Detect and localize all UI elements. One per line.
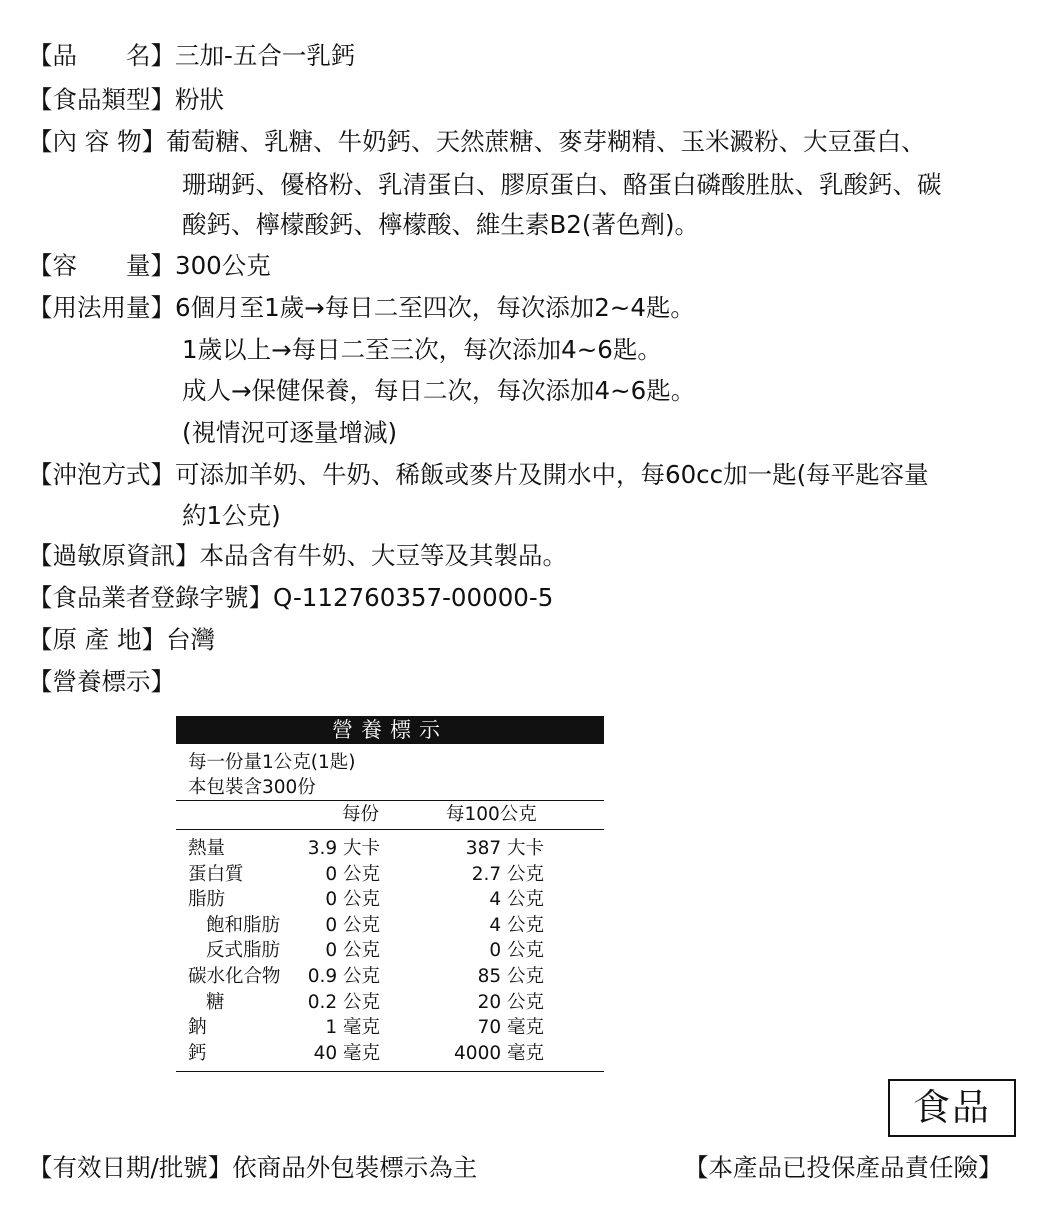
nutrition-serving-info: [176, 744, 604, 800]
food-badge: 食品: [888, 1079, 1016, 1137]
capacity-value: 300公克: [175, 251, 271, 280]
nutrient-name: 碳水化合物: [188, 965, 281, 987]
usage-row: [28, 287, 695, 329]
nutrient-per-serving: 0.9 公克: [307, 965, 380, 987]
nutrient-name: 鈉: [188, 1017, 207, 1039]
nutrition-row: [176, 887, 604, 913]
product-name-label: 【品 名】: [28, 41, 175, 70]
insurance-note: 【本產品已投保產品責任險】: [684, 1153, 1003, 1182]
ingredients-line-1: 葡萄糖、乳糖、牛奶鈣、天然蔗糖、麥芽糊精、玉米澱粉、大豆蛋白、: [166, 127, 926, 156]
nutrition-row: [176, 1015, 604, 1041]
brewing-line-1: 可添加羊奶、牛奶、稀飯或麥片及開水中，每60cc加一匙(每平匙容量: [175, 460, 929, 489]
nutrition-row: [176, 836, 604, 862]
nutrient-per-100g: 4 公克: [489, 914, 544, 936]
nutrient-name: 蛋白質: [188, 863, 244, 885]
allergen-value: 本品含有牛奶、大豆等及其製品。: [199, 541, 567, 570]
column-per-100g: 每100公克: [446, 804, 537, 825]
servings-per-pack: 本包裝含300份: [188, 777, 316, 798]
nutrient-per-serving: 3.9 大卡: [307, 838, 380, 859]
brewing-line-2: 約1公克): [182, 501, 281, 530]
registration-value: Q-112760357-00000-5: [273, 583, 554, 612]
nutrition-row: [176, 990, 604, 1016]
nutrient-per-100g: 4000 毫克: [454, 1042, 544, 1064]
nutrient-name: 糖: [206, 991, 225, 1013]
brewing-row: [28, 454, 929, 496]
brewing-label: 【沖泡方式】: [28, 460, 175, 489]
ingredients-row: [28, 121, 926, 163]
origin-value: 台灣: [166, 625, 216, 654]
registration-row: [28, 577, 553, 619]
nutrition-column-header: [176, 801, 604, 829]
food-type-value: 粉狀: [175, 85, 224, 114]
nutrient-per-serving: 1 毫克: [325, 1017, 380, 1039]
registration-label: 【食品業者登錄字號】: [28, 583, 273, 612]
usage-line-3: 成人→保健保養，每日二次，每次添加4~6匙。: [182, 376, 696, 405]
nutrient-name: 脂肪: [188, 889, 226, 911]
nutrient-per-serving: 0 公克: [325, 889, 380, 911]
nutrition-table: [176, 716, 604, 1072]
nutrient-per-100g: 85 公克: [477, 965, 544, 987]
nutrition-label-row: [28, 661, 175, 703]
food-type-label: 【食品類型】: [28, 85, 175, 114]
usage-line-1: 6個月至1歲→每日二至四次，每次添加2~4匙。: [175, 293, 695, 322]
nutrient-per-serving: 0.2 公克: [307, 991, 380, 1013]
capacity-row: [28, 245, 271, 287]
ingredients-line-2: 珊瑚鈣、優格粉、乳清蛋白、膠原蛋白、酪蛋白磷酸胜肽、乳酸鈣、碳: [182, 170, 942, 199]
nutrition-row: [176, 938, 604, 964]
nutrient-per-serving: 0 公克: [325, 863, 380, 885]
nutrient-name: 鈣: [188, 1042, 207, 1064]
nutrient-per-100g: 2.7 公克: [471, 863, 544, 885]
expiry-note: 【有效日期/批號】依商品外包裝標示為主: [28, 1153, 478, 1182]
nutrition-row: [176, 964, 604, 990]
nutrition-row: [176, 913, 604, 939]
serving-size: 每一份量1公克(1匙): [188, 752, 356, 773]
allergen-row: [28, 535, 567, 577]
nutrient-per-100g: 4 公克: [489, 889, 544, 911]
allergen-label: 【過敏原資訊】: [28, 541, 200, 570]
nutrient-name: 反式脂肪: [206, 940, 281, 962]
nutrient-per-100g: 387 大卡: [465, 838, 544, 859]
product-name-value: 三加-五合一乳鈣: [175, 41, 356, 70]
ingredients-label: 【內 容 物】: [28, 127, 167, 156]
column-per-serving: 每份: [342, 804, 380, 825]
nutrition-section-label: 【營養標示】: [28, 667, 175, 696]
origin-row: [28, 619, 215, 661]
nutrient-per-100g: 20 公克: [477, 991, 544, 1013]
nutrient-per-100g: 0 公克: [489, 940, 544, 962]
nutrition-row: [176, 862, 604, 888]
nutrition-divider-bottom: [176, 1071, 604, 1072]
origin-label: 【原 產 地】: [28, 625, 167, 654]
nutrition-rows: [176, 830, 604, 1071]
capacity-label: 【容 量】: [28, 251, 175, 280]
ingredients-line-3: 酸鈣、檸檬酸鈣、檸檬酸、維生素B2(著色劑)。: [182, 210, 700, 239]
nutrition-title: 營養標示: [176, 716, 604, 744]
usage-line-4: (視情況可逐量增減): [182, 418, 398, 447]
nutrient-name: 熱量: [188, 838, 226, 859]
usage-label: 【用法用量】: [28, 293, 175, 322]
usage-line-2: 1歲以上→每日二至三次，每次添加4~6匙。: [182, 335, 662, 364]
food-type-row: [28, 79, 224, 121]
nutrition-row: [176, 1041, 604, 1067]
nutrient-per-100g: 70 毫克: [477, 1017, 544, 1039]
nutrient-per-serving: 0 公克: [325, 940, 380, 962]
nutrient-per-serving: 0 公克: [325, 914, 380, 936]
nutrient-name: 飽和脂肪: [206, 914, 281, 936]
product-name-row: [28, 35, 355, 77]
nutrient-per-serving: 40 毫克: [313, 1042, 380, 1064]
